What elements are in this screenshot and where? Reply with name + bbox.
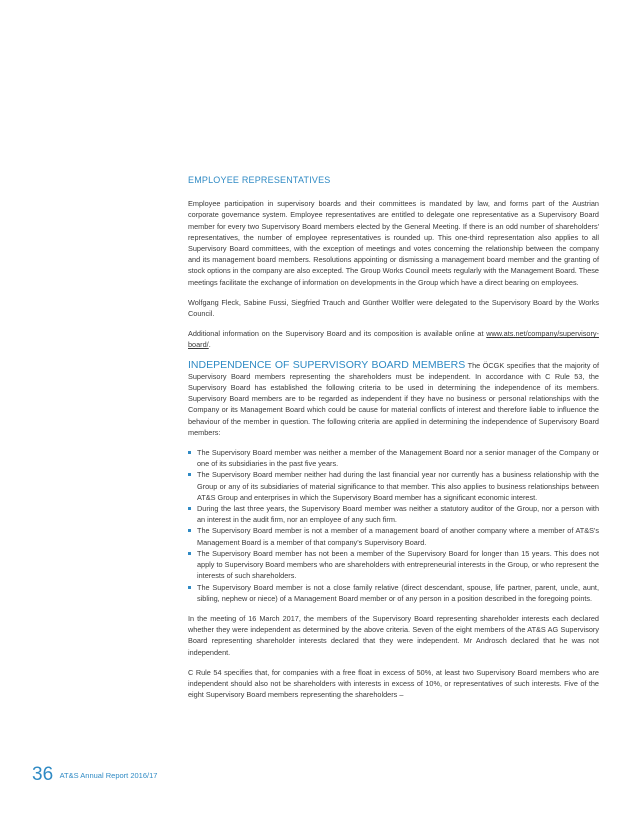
independence-intro-text: The ÖCGK specifies that the majority of Supervisory Board members representing the shareholders must be independent. In accordance with C Rule 53, the Supervisory Board has established the following criteria to be used in determining the independence of its members. Supervisory Board members are to be regarded as independent if they have no business or personal relationships with the Company or its Management Board which could be cause for material conflicts of interest and therefore liable to influence the behaviour of the member in question. The following criteria are applied in determining the independence of Supervisory Board members: <box>188 360 599 437</box>
list-item <box>188 582 599 604</box>
bullet-icon <box>188 507 191 510</box>
list-item <box>188 548 599 582</box>
paragraph-additional-information <box>188 328 599 350</box>
bullet-icon <box>188 552 191 555</box>
independence-criteria-list <box>188 447 599 604</box>
additional-info-text: Additional information on the Supervisory Board and its composition is available online at <box>188 329 484 339</box>
list-item-text: The Supervisory Board member was neither a member of the Management Board nor a senior manager of the Company or one of its subsidiaries in the past five years. <box>197 448 599 469</box>
list-item <box>188 525 599 547</box>
page-footer <box>32 764 157 786</box>
list-item-text: The Supervisory Board member neither had during the last financial year nor currently has a business relationship with the Group or any of its subsidiaries of material significance to that member. This also applies to business relationships between AT&S Group and enterprises in which the Supervisory Board member has a significant economic interest. <box>197 470 599 502</box>
list-item <box>188 447 599 469</box>
list-item-text: The Supervisory Board member has not been a member of the Supervisory Board for longer than 15 years. This does not apply to Supervisory Board members who are shareholders with entrepreneurial interests in the Group, or who represent the interests of such shareholders. <box>197 548 599 581</box>
main-content <box>188 175 599 709</box>
paragraph-c-rule-54: C Rule 54 specifies that, for companies with a free float in excess of 50%, at least two Supervisory Board members who are independent should also not be shareholders with interests in excess of 10%, or representatives of such interests. Five of the eight Supervisory Board members representing the shareholders – <box>188 667 599 700</box>
additional-info-period: . <box>208 340 211 350</box>
section-heading-independence: INDEPENDENCE OF SUPERVISORY BOARD MEMBERS <box>188 358 466 371</box>
section-heading-employee-representatives: EMPLOYEE REPRESENTATIVES <box>188 175 331 185</box>
list-item <box>188 469 599 503</box>
bullet-icon <box>188 529 191 532</box>
page-number: 36 <box>32 764 54 785</box>
bullet-icon <box>188 451 191 454</box>
bullet-icon <box>188 586 191 589</box>
list-item-text: During the last three years, the Supervisory Board member was neither a statutory auditor of the Group, nor a person with an interest in the audit firm, nor an employee of any such firm. <box>197 504 599 525</box>
paragraph-delegated-members: Wolfgang Fleck, Sabine Fussi, Siegfried Trauch and Günther Wölfler were delegated to the Supervisory Board by the Works Council. <box>188 297 599 319</box>
list-item-text: The Supervisory Board member is not a member of a management board of another company where a member of AT&S's Management Board is a member of that company's Supervisory Board. <box>197 526 599 547</box>
paragraph-employee-participation: Employee participation in supervisory boards and their committees is mandated by law, and forms part of the Austrian corporate governance system. Employee representatives are entitled to delegate one representative as a Supervisory Board member for every two Supervisory Board members elected by the General Meeting. If there is an odd number of shareholders' representatives, the number of employee representatives is rounded up. This one-third representation also applies to all Supervisory Board committees, with the exception of meetings and votes concerning the relationship between the company and its management board members. Resolutions appointing or dismissing a management board member and the granting of stock options in the company are also excepted. The Group Works Council meets regularly with the Management Board. These meetings facilitate the exchange of information on developments in the Group which have a direct bearing on employees. <box>188 199 599 287</box>
bullet-icon <box>188 473 191 476</box>
paragraph-meeting-declaration: In the meeting of 16 March 2017, the members of the Supervisory Board representing shareholder interests each declared whether they were independent as determined by the above criteria. Seven of the eight members of the AT&S AG Supervisory Board representing shareholder interests declared that they were independent. Mr Androsch declared that he was not independent. <box>188 613 599 657</box>
supervisory-board-link[interactable]: www.ats.net/company/supervisory-board/ <box>188 329 599 350</box>
list-item-text: The Supervisory Board member is not a close family relative (direct descendant, spouse, life partner, parent, uncle, aunt, sibling, nephew or niece) of a Management Board member or of any person in a position described in the foregoing points. <box>197 582 599 603</box>
report-name: AT&S Annual Report 2016/17 <box>59 770 158 780</box>
list-item <box>188 503 599 525</box>
paragraph-independence-intro <box>188 360 599 438</box>
